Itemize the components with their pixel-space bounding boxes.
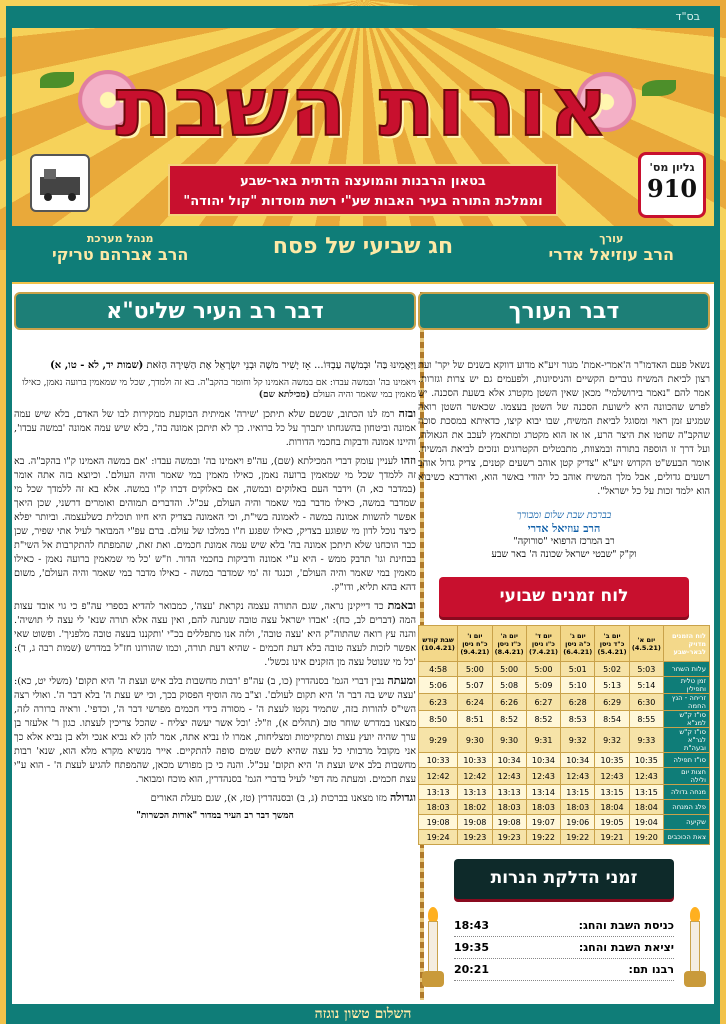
candle-row: כניסת השבת והחג: 18:43 xyxy=(454,915,674,937)
paragraph: ובזה רמז לנו הכתוב, שכשם שלא תיתכן 'שירה' אמיתית הבוקעת ממקירות לבו של האדם, בלא שיש עמה אמונה וביטחון בהשגחתו יתברך על כל ברואיו. כך לא תיתכן אמונה בה', בלא שיש עמה אמונה 'במשה עבדו', והיינו אמונה ודבקות בחכמי הדורות. xyxy=(14,407,416,448)
times-cell: 6:28 xyxy=(561,694,595,711)
times-cell: 10:35 xyxy=(595,753,629,768)
times-row xyxy=(419,768,710,785)
times-cell: 6:26 xyxy=(492,694,526,711)
times-cell: 18:04 xyxy=(629,800,663,815)
times-cell: 19:20 xyxy=(629,830,663,845)
paragraph: ובאמת כד דייקינן נראה, שגם התורה עצמה נקראת 'עצה', כמבואר להדיא בספרי עה"פ כי גוי אובד עצות המה (דברים לב, כח): 'אבדו ישראל עצה טובה שנתנה להם, ואין עצה אלא תורה שנא' לי עצה לי תושיה'. והנה עץ רואה שהתוה"ק היא 'עצה טובה', ולזה אנו מתפללים בכ"י 'ותקננו בעצה טובה מלפניך'. ופשוט שאי אפשר לזכות לעצה טובה בלא דעת חכמים - שהיא דעת תורה, וכמו שהורונו חז"ל במדרש (שמות רבה ג, ד): 'כל מי שנוטל עצה מן הזקנים אינו נכשל'. xyxy=(14,599,416,668)
times-column-header: יום ה' כ"ז ניסן (8.4.21) xyxy=(492,626,526,662)
rabbi-column xyxy=(14,292,416,821)
times-cell: 5:08 xyxy=(492,677,526,694)
times-cell: 5:06 xyxy=(419,677,458,694)
continued-note: המשך דבר רב העיר במדור "אורות הכשרות" xyxy=(136,811,294,821)
times-cell: 6:24 xyxy=(458,694,492,711)
holiday-title: חג שביעי של פסח xyxy=(272,234,454,259)
times-cell: 8:53 xyxy=(561,711,595,728)
signature-congregation: וק"ק "שבטי ישראל שכונה ה' באר שבע xyxy=(491,549,637,560)
editor-role: עורך xyxy=(599,232,624,245)
times-cell: 10:33 xyxy=(458,753,492,768)
times-row-label: חצות יום ולילה xyxy=(664,768,710,785)
times-row-label: סו"ז ק"ש לגר"א ובעה"ת xyxy=(664,728,710,753)
signature-blessing: בברכת שבת שלום ומבורך xyxy=(516,510,612,521)
times-row-label: שקיעה xyxy=(664,815,710,830)
times-corner-label: לוח הזמנים מדויק לבאר-שבע xyxy=(664,626,710,662)
times-row xyxy=(419,800,710,815)
times-cell: 9:31 xyxy=(526,728,560,753)
paragraph: וזהו לעניין עומק דברי המכילתא (שם), עה"פ ויאמינו בה' ובמשה עבדו: 'אם במשה האמינו ק"ו בהקב"ה. בא זה ללמדך שכל מי שמאמין ברועה נאמן, כאילו מאמין במי שאמר והיה העולם'. וכיוצא בזה אתה אומר (במדבר כא, ה) וידבר העם באלוקים ובמשה, אם באלוקים דברו ק"ו במשה. אלא בא זה ללמדך שכל מי שמדבר במשה, כאילו מדבר במי שאמר והיה העולם, עכ"ל. והדברים תמוהים ואומרים דרשני, שכן היאך אפשר להשוות אמונה במשה - לאמונה בשי"ת, וכי האמונה בצדיק היא חיוו תוכלית כשלעצמה. וביותר יפלא כיצד נוכל לדון מי שפוגע בצדיק, כאילו שפגע ח"ו במלכו של עולם. ברם עפ"י המבואר לעיל אתי שפיר, שכן כבר הוכחנו שלא תיתכן אמונה בה' בלא שיש עמה אמונת חכמים. ואת זאת, שהמפתח להתקרבות אל השי"ת בבחינת וגו' תדבק ממש - היא ע"י אמונה ודביקות בחכמי הדור. וז"ש 'כל מי שמאמין ברועה נאמן - כאילו מאמין במי שאמר והיה העולם', וכנגד זה 'מי שמדבר במשה - כאילו מדבר במי שאמר והיה העולם', משום דהא בהא תליא, ודו"ק. xyxy=(14,454,416,593)
times-cell: 18:04 xyxy=(595,800,629,815)
times-cell: 9:33 xyxy=(629,728,663,753)
times-cell: 12:43 xyxy=(526,768,560,785)
times-cell: 12:42 xyxy=(419,768,458,785)
times-cell: 8:54 xyxy=(595,711,629,728)
times-cell: 13:13 xyxy=(419,785,458,800)
paragraph: וגדולה מזו מצאנו בברכות (ג, ב) ובסנהדרין (טז, א), שגם מעלת האורים xyxy=(150,791,416,804)
mekhilta-quote: ויאמינו בה' ובמשה עבדו: אם במשה האמינו קל וחומר בהקב"ה. בא זה ולמדך, שכל מי שמאמין ברועה נאמן, כאילו מאמין במי שאמר והיה העולם (מכילתא שם) xyxy=(22,378,416,400)
times-cell: 13:15 xyxy=(629,785,663,800)
times-row xyxy=(419,662,710,677)
times-cell: 19:08 xyxy=(419,815,458,830)
page-title: אורות השבת xyxy=(115,60,611,155)
times-cell: 10:34 xyxy=(561,753,595,768)
times-cell: 6:30 xyxy=(629,694,663,711)
times-cell: 19:07 xyxy=(526,815,560,830)
times-cell: 12:43 xyxy=(561,768,595,785)
signature-name: הרב עוזיאל אדרי xyxy=(527,522,601,535)
times-cell: 6:23 xyxy=(419,694,458,711)
times-cell: 4:58 xyxy=(419,662,458,677)
candle-row: רבנו תם: 20:21 xyxy=(454,959,674,981)
times-cell: 13:15 xyxy=(561,785,595,800)
editor-column-header: דבר העורך xyxy=(418,292,710,330)
times-row-label: פלג המנחה xyxy=(664,800,710,815)
times-row xyxy=(419,728,710,753)
times-cell: 19:08 xyxy=(458,815,492,830)
paragraph: ומעתה נבין דברי הגמ' בסנהדרין (כו, ב) עה"פ 'רבות מחשבות בלב איש ועצת ה' היא תקום' (משלי יט, כא): 'עצה שיש בה דבר ה' היא תקום לעולם'. וצ"ב מה הוסיף הפסוק בכך, וכי יש עצת ה' בלא דבר ה'. ואולי רצה השי"ס להורות בזה, שתמיד נקטו לעצת ה' - מסורה בידי חכמים מפרשי דבר ה', וכדפי'. וראיה ברורה לזה, מצאנו במדרש שוחר טוב (תהלים א), וז"ל: 'וכל אשר יעשה יצליח - שהכל צריכין לעצתו. כגון ר' אלעזר בן ערך שהיה יועץ עצות ומתקיימות ומצליחות, אמרו לו נביא אתה, אמר להן לא נביא אנכי ולא בן נביא אלא כך אני מקובל מרבותי כל עצה שהיא לשם שמים סופה להתקיים. אייר מנשיא מקרא מלא הוא, שנא' רבות מחשבות בלב איש ועצת ה' היא תקום' עכ"ל. והנה כי כן מפורש מכאן, שהמפתח להגיע לעצת ה' - הוא ע"י עצת חכמים. ומעתה מה דפי' לעיל בדברי הגמ' בסנהדרין, הוא מוכח ומבואר. xyxy=(14,674,416,785)
times-cell: 9:30 xyxy=(492,728,526,753)
times-cell: 5:02 xyxy=(595,662,629,677)
times-row-label: סו"ז ק"ש למג"א xyxy=(664,711,710,728)
times-cell: 19:22 xyxy=(561,830,595,845)
times-cell: 13:14 xyxy=(526,785,560,800)
manager-name: הרב אברהם טריקי xyxy=(52,245,189,264)
times-cell: 5:07 xyxy=(458,677,492,694)
times-cell: 5:13 xyxy=(595,677,629,694)
candle-row: יציאת השבת והחג: 19:35 xyxy=(454,937,674,959)
times-title: לוח זמנים שבועי xyxy=(439,577,689,617)
times-row xyxy=(419,753,710,768)
candle-right-icon xyxy=(684,907,706,987)
times-cell: 6:29 xyxy=(595,694,629,711)
candles-title: זמני הדלקת הנרות xyxy=(454,859,674,899)
times-cell: 10:34 xyxy=(492,753,526,768)
times-row-label: זריחה - הנץ החמה xyxy=(664,694,710,711)
times-cell: 13:13 xyxy=(458,785,492,800)
editor-signature xyxy=(418,509,710,561)
times-cell: 18:03 xyxy=(419,800,458,815)
times-cell: 5:14 xyxy=(629,677,663,694)
times-cell: 18:03 xyxy=(526,800,560,815)
times-cell: 10:35 xyxy=(629,753,663,768)
times-cell: 10:33 xyxy=(419,753,458,768)
candle-lighting-box xyxy=(418,907,710,987)
times-cell: 9:32 xyxy=(595,728,629,753)
times-cell: 19:05 xyxy=(595,815,629,830)
times-cell: 18:02 xyxy=(458,800,492,815)
times-row xyxy=(419,830,710,845)
times-row-label: זמן טלית ותפילין xyxy=(664,677,710,694)
times-row xyxy=(419,785,710,800)
candle-times-list xyxy=(454,915,674,981)
times-header-row xyxy=(419,626,710,662)
times-cell: 19:22 xyxy=(526,830,560,845)
institution-logo-icon xyxy=(30,154,90,212)
rabbi-column-header: דבר רב העיר שליט"א xyxy=(14,292,416,330)
editor-column xyxy=(418,292,710,987)
times-cell: 5:00 xyxy=(526,662,560,677)
times-row xyxy=(419,815,710,830)
times-cell: 12:43 xyxy=(492,768,526,785)
credits-bar xyxy=(12,226,714,282)
editor-credit xyxy=(548,232,674,264)
times-cell: 12:43 xyxy=(629,768,663,785)
times-cell: 18:03 xyxy=(561,800,595,815)
times-cell: 5:00 xyxy=(492,662,526,677)
times-row xyxy=(419,677,710,694)
manager-credit xyxy=(52,232,188,264)
times-column-header: יום ו' כ"ח ניסן (9.4.21) xyxy=(458,626,492,662)
times-row-label: מנחה גדולה xyxy=(664,785,710,800)
times-column-header: יום ד' כ"ו ניסן (7.4.21) xyxy=(526,626,560,662)
times-cell: 8:52 xyxy=(526,711,560,728)
times-cell: 18:03 xyxy=(492,800,526,815)
signature-title: רב המרכז הרפואי "סורוקה" xyxy=(513,536,615,547)
top-stripe xyxy=(12,6,714,28)
times-cell: 19:23 xyxy=(458,830,492,845)
times-cell: 19:21 xyxy=(595,830,629,845)
times-row xyxy=(419,711,710,728)
editor-column-body: נשאל פעם האדמו"ר ה'אמרי-אמת' מגור זיע"א מדוע דווקא בשנים של יקר' ועת רצון לביאת המשיח גוברים הקשיים והניסיונות, ולפעמים גם יש צרות וגזרות. אמר להם "נאמר בירושלמי" מכאן שאין השטן מקטרג אלא בשעת הסכנה. יש לפרש שהכוונה היא לישועת הסכנה של השטן בעצמו. שכאשר השטן רואה שמגיע זמן ראוי ומסוגל לביאת המשיח, שבו יבוא קיצו, כדאיתא במסכת סוכה שהקב"ה שחטו את היצר הרע, או אז הוא מקטרג ומתאמץ לעכב את הגאולה, ועל דרך זו הוספה בתורה ובמצוות, מתבטלים הקטרוגים ונזכים לביאת המשיח. אומר הבעש"ט הקדוש זיע"א "צדיק קטן אוהב רשעים קטנים, צדיק גדול אוהב רשעים גדולים, אבל מלך המשיח אוהב כל יהודי באשר הוא, ואדרבא כשיבוא הוא ילמד זכות על כל ישראל". xyxy=(418,360,710,497)
issue-number: 910 xyxy=(646,174,698,203)
times-cell: 12:42 xyxy=(458,768,492,785)
times-cell: 19:23 xyxy=(492,830,526,845)
times-cell: 5:03 xyxy=(629,662,663,677)
times-row-label: סו"ז תפילה xyxy=(664,753,710,768)
times-row xyxy=(419,694,710,711)
publisher-line-2: וממלכת התורה בעיר האבות שע"י רשת מוסדות "קול יהודה" xyxy=(183,194,543,209)
times-cell: 8:55 xyxy=(629,711,663,728)
times-row-label: צאת הכוכבים xyxy=(664,830,710,845)
candle-left-icon xyxy=(422,907,444,987)
publisher-line-1: בטאון הרבנות והמועצה הדתית באר-שבע xyxy=(240,174,486,189)
times-cell: 19:06 xyxy=(561,815,595,830)
times-cell: 13:13 xyxy=(492,785,526,800)
times-cell: 19:04 xyxy=(629,815,663,830)
times-cell: 5:00 xyxy=(458,662,492,677)
times-cell: 8:50 xyxy=(419,711,458,728)
times-column-header: שבת קודש (10.4.21) xyxy=(419,626,458,662)
times-row-label: עלות השחר xyxy=(664,662,710,677)
manager-role: מנהל מערכת xyxy=(86,232,154,245)
times-cell: 5:09 xyxy=(526,677,560,694)
publisher-banner xyxy=(168,164,558,216)
times-cell: 13:15 xyxy=(595,785,629,800)
times-cell: 8:51 xyxy=(458,711,492,728)
issue-badge xyxy=(638,152,706,218)
times-column-header: יום ב' כ"ד ניסן (5.4.21) xyxy=(595,626,629,662)
times-column-header: יום ג' כ"ה ניסן (6.4.21) xyxy=(561,626,595,662)
times-cell: 9:29 xyxy=(419,728,458,753)
issue-label: גליון מס' xyxy=(649,161,695,174)
torah-verse: וַיַּאֲמִינוּ בַּה' וּבְמשֶׁה עַבְדּוֹ... אָז יָשִׁיר משֶׁה וּבְנֵי יִשְׂרָאֵל אֶת הַשִּׁירָה הַזֹּאת (שמות יד, לא - טו, א) xyxy=(50,360,416,371)
footer-banner: השלום טשון נוגזה xyxy=(12,1004,714,1024)
bsd-mark: בס"ד xyxy=(675,10,700,23)
weekly-times-table xyxy=(418,625,710,845)
times-cell: 19:24 xyxy=(419,830,458,845)
times-cell: 5:10 xyxy=(561,677,595,694)
times-cell: 8:52 xyxy=(492,711,526,728)
times-cell: 6:27 xyxy=(526,694,560,711)
editor-name: הרב עוזיאל אדרי xyxy=(548,245,674,264)
times-cell: 19:08 xyxy=(492,815,526,830)
times-cell: 10:34 xyxy=(526,753,560,768)
times-cell: 5:01 xyxy=(561,662,595,677)
times-column-header: יום א' (4.5.21) xyxy=(629,626,663,662)
times-cell: 9:30 xyxy=(458,728,492,753)
times-cell: 9:32 xyxy=(561,728,595,753)
times-cell: 12:43 xyxy=(595,768,629,785)
